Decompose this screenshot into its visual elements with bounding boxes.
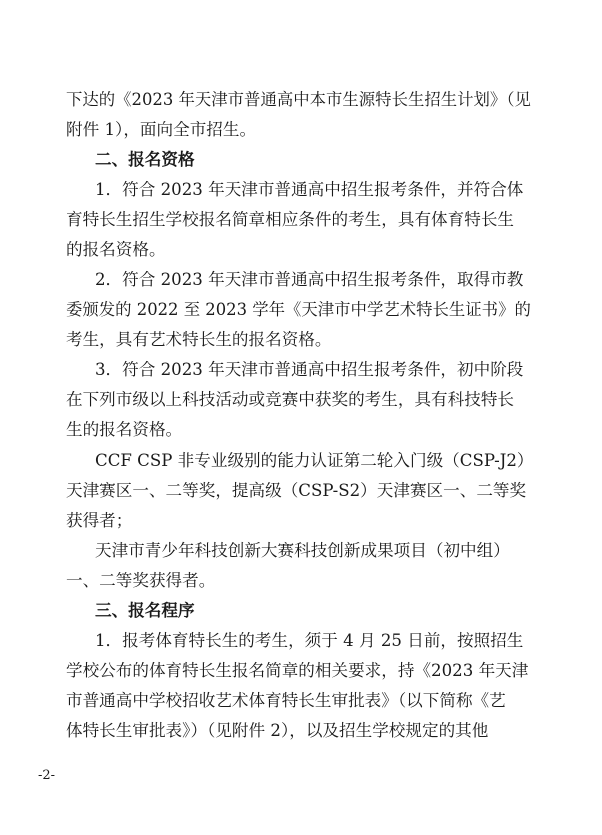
text-line: 生的报名资格。 bbox=[66, 420, 183, 439]
text-line: 在下列市级以上科技活动或竞赛中获奖的考生，具有科技特长 bbox=[66, 390, 515, 409]
text-line: 一、二等奖获得者。 bbox=[66, 571, 216, 590]
section-heading-eligibility: 二、报名资格 bbox=[95, 150, 195, 169]
text-line: 体特长生审批表》）（见附件 2），以及招生学校规定的其他 bbox=[66, 721, 489, 740]
text-line: 市普通高中学校招收艺术体育特长生审批表》（以下简称《艺 bbox=[66, 691, 506, 710]
page-number: -2- bbox=[38, 768, 56, 783]
text-line: 1．报考体育特长生的考生，须于 4 月 25 日前，按照招生 bbox=[95, 631, 524, 650]
text-line: 2．符合 2023 年天津市普通高中招生报考条件，取得市教 bbox=[95, 270, 524, 289]
text-line: 3．符合 2023 年天津市普通高中招生报考条件，初中阶段 bbox=[95, 360, 524, 379]
text-line: 学校公布的体育特长生报名简章的相关要求，持《2023 年天津 bbox=[66, 661, 529, 680]
text-line: 天津市青少年科技创新大赛科技创新成果项目（初中组） bbox=[95, 541, 510, 560]
text-line: 附件 1），面向全市招生。 bbox=[66, 120, 257, 139]
text-line: 考生，具有艺术特长生的报名资格。 bbox=[66, 330, 332, 349]
text-line: 的报名资格。 bbox=[66, 240, 166, 259]
text-line: 1．符合 2023 年天津市普通高中招生报考条件，并符合体 bbox=[95, 180, 524, 199]
text-line: 获得者； bbox=[66, 511, 133, 530]
text-line: 育特长生招生学校报名简章相应条件的考生，具有体育特长生 bbox=[66, 210, 515, 229]
text-line: 天津赛区一、二等奖，提高级（CSP-S2）天津赛区一、二等奖 bbox=[66, 481, 527, 500]
text-line: 委颁发的 2022 至 2023 学年《天津市中学艺术特长生证书》的 bbox=[66, 300, 531, 319]
text-line: 下达的《2023 年天津市普通高中本市生源特长生招生计划》（见 bbox=[66, 90, 531, 109]
text-line: CCF CSP 非专业级别的能力认证第二轮入门级（CSP-J2） bbox=[95, 451, 534, 470]
section-heading-procedure: 三、报名程序 bbox=[95, 601, 195, 620]
